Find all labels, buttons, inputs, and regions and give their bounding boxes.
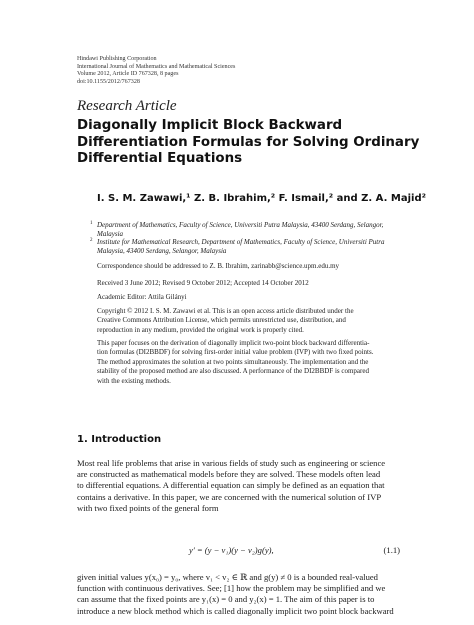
abstract-line: with the existing methods. (97, 376, 171, 385)
dates: Received 3 June 2012; Revised 9 October 2012; Accepted 14 October 2012 (97, 279, 309, 287)
intro-paragraph (77, 458, 407, 514)
academic-editor: Academic Editor: Attila Gilányi (97, 293, 187, 301)
body-line: given initial values y(x₀) = y₀, where v₁ < v₂ ∈ ℝ and g(y) ≠ 0 is a bounded real-valued (77, 572, 378, 582)
publisher: Hindawi Publishing Corporation (77, 56, 157, 62)
author-list: I. S. M. Zawawi,¹ Z. B. Ibrahim,² F. Ismail,² and Z. A. Majid² (97, 193, 426, 204)
abstract-line: tion formulas (DI2BBDF) for solving first-order initial value problem (IVP) with two fixed points. (97, 348, 374, 357)
equation-formula: y′ = (y − v₁)(y − v₂)g(y), (189, 545, 274, 555)
doi: doi:10.1155/2012/767328 (77, 78, 140, 85)
journal-name: International Journal of Mathematics and Mathematical Sciences (77, 63, 236, 70)
body-line: to differential equations. A differential equation can simply be defined as an equation that (77, 480, 385, 491)
body-line: can assume that the fixed points are y₁(x) = 0 and y₂(x) = 1. The aim of this paper is to (77, 594, 375, 605)
abstract-line: This paper focuses on the derivation of diagonally implicit two-point block backward differentia- (97, 339, 370, 347)
affiliation-line: Malaysia, 43400 Serdang, Selangor, Malaysia (97, 247, 227, 256)
copyright-line: Copyright © 2012 I. S. M. Zawawi et al. This is an open access article distributed under the (97, 307, 354, 315)
title-line: Diagonally Implicit Block Backward (77, 118, 343, 133)
affiliation-number: 1 (90, 221, 93, 226)
body-line: Most real life problems that arise in various fields of study such as engineering or science (77, 458, 386, 468)
copyright-line: reproduction in any medium, provided the original work is properly cited. (97, 325, 304, 334)
title-line: Differential Equations (77, 151, 243, 167)
copyright-notice (97, 307, 397, 335)
body-line: function with continuous derivatives. See; [1] how the problem may be simplified and we (77, 583, 386, 594)
body-paragraph (77, 572, 407, 617)
copyright-line: Creative Commons Attribution License, which permits unrestricted use, distribution, and (97, 316, 346, 325)
affiliation-line: Malaysia (97, 230, 124, 239)
affiliation-line: Department of Mathematics, Faculty of Science, Universiti Putra Malaysia, 43400 Serdang, Selangor, (97, 221, 384, 229)
abstract-line: The method approximates the solution at two points simultaneously. The implementation and the (97, 357, 369, 366)
affiliation-line: Institute for Mathematical Research, Department of Mathematics, Faculty of Science, Universiti Putra (97, 238, 385, 246)
article-type: Research Article (77, 98, 177, 114)
abstract (97, 339, 397, 386)
abstract-line: stability of the proposed method are also discussed. A performance of the DI2BBDF is compared (97, 367, 369, 376)
body-line: are constructed as mathematical models before they are solved. These models often lead (77, 469, 381, 480)
affiliation-1 (90, 221, 402, 240)
section-heading: 1. Introduction (77, 434, 162, 445)
title-line: Differentiation Formulas for Solving Ordinary (77, 134, 420, 150)
equation-number: (1.1) (383, 545, 400, 555)
volume-info: Volume 2012, Article ID 767328, 8 pages (77, 71, 179, 78)
correspondence: Correspondence should be addressed to Z. B. Ibrahim, zarinabb@science.upm.edu.my (97, 262, 340, 270)
paper-title (77, 118, 420, 168)
body-line: contains a derivative. In this paper, we are concerned with the numerical solution of IVP (77, 491, 382, 502)
body-line: with two fixed points of the general form (77, 502, 219, 513)
publication-info (77, 56, 235, 86)
affiliation-number: 2 (90, 238, 93, 243)
body-line: introduce a new block method which is called diagonally implicit two point block backward (77, 605, 394, 616)
affiliation-2 (90, 238, 402, 257)
